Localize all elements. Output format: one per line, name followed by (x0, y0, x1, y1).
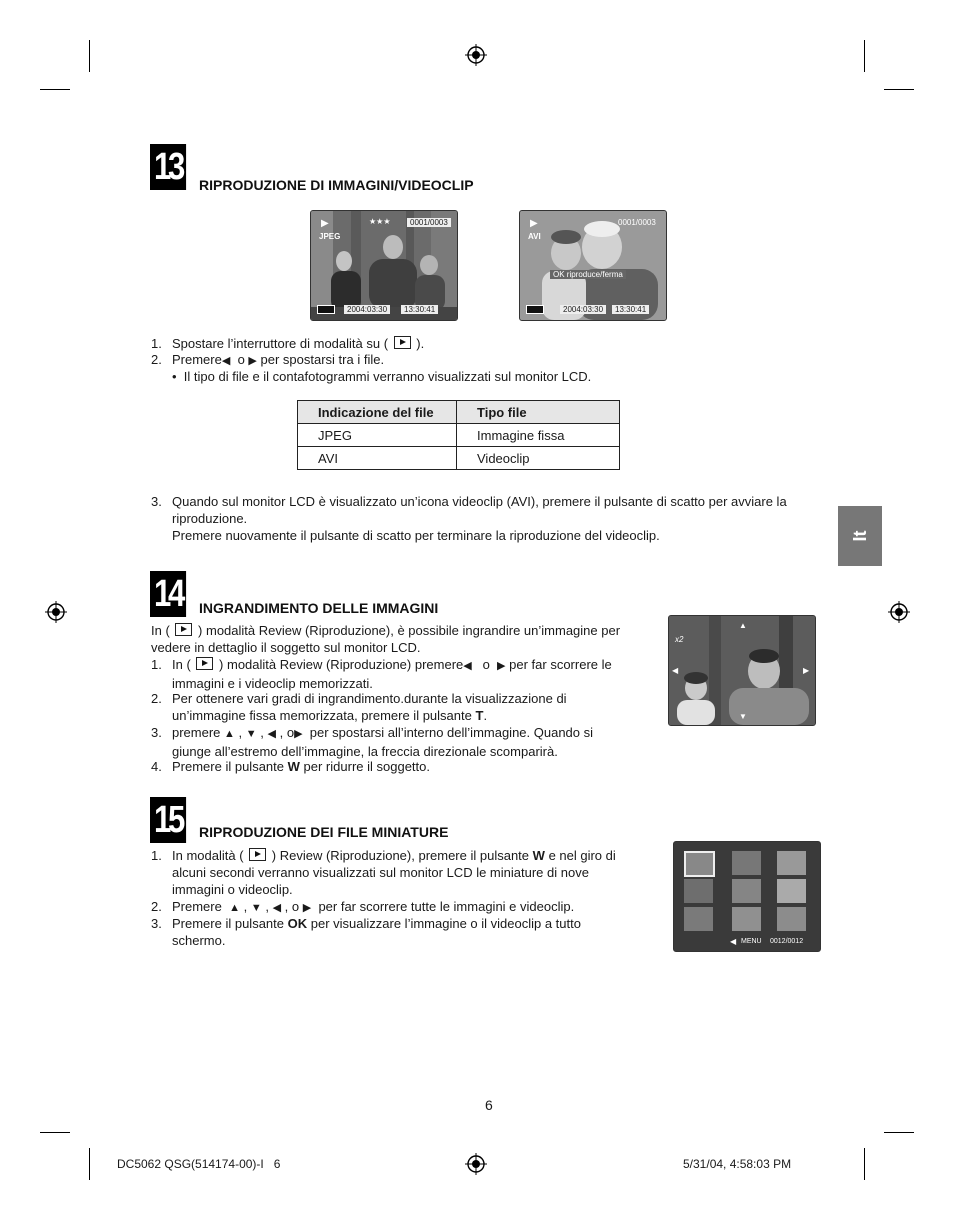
step-text: ). (416, 336, 425, 351)
step-text: per visualizzare l’immagine o il videoclip a tutto (310, 916, 581, 931)
list-number: 1. (151, 336, 162, 351)
thumbnail-image (684, 851, 715, 877)
photo-family-image (311, 211, 457, 320)
s13-step1 (151, 335, 425, 352)
step-number-13: 13 (150, 144, 186, 190)
playback-mode-icon (249, 848, 266, 861)
language-tab-label: It (850, 530, 870, 542)
s13-step3 (151, 493, 831, 543)
page-number: 6 (485, 1097, 493, 1113)
step-text: ) Review (Riproduzione), premere il pulsante (271, 848, 530, 863)
thumbnail-image (777, 907, 806, 931)
playback-mode-icon (196, 657, 213, 670)
step-text: Quando sul monitor LCD è visualizzato un’icona videoclip (AVI), premere il pulsante di scatto per avviare la (172, 494, 787, 509)
section-15-title: RIPRODUZIONE DEI FILE MINIATURE (199, 824, 449, 840)
table-cell: AVI (298, 447, 457, 470)
step-text: giunge all’estremo dell’immagine, la freccia direzionale scomparirà. (172, 744, 558, 759)
thumbnail-image (684, 907, 713, 931)
table-row (298, 447, 620, 470)
footer-left: DC5062 QSG(514174-00)-I 6 (117, 1157, 281, 1171)
step-text: Premere (172, 352, 222, 367)
step-text: per far scorrere le (509, 657, 612, 672)
s14-step4 (151, 758, 651, 775)
list-number: 3. (151, 725, 162, 740)
right-arrow-icon: ▶ (803, 666, 810, 675)
up-arrow-icon: ▲ (224, 728, 235, 740)
lcd-screen-zoom (668, 615, 816, 726)
crop-mark (40, 89, 70, 90)
lcd-screen-thumbnails (673, 841, 821, 952)
step-text: Premere il pulsante (172, 759, 284, 774)
s15-step1 (151, 847, 651, 897)
list-number: 3. (151, 494, 162, 509)
step-text: immagini o videoclip. (172, 882, 293, 897)
language-tab (838, 506, 882, 566)
step-text: riproduzione. (172, 511, 248, 526)
list-number: 2. (151, 352, 162, 367)
list-number: 2. (151, 899, 162, 914)
thumbnail-image (732, 907, 761, 931)
step-text: In modalità ( (172, 848, 244, 863)
s15-step2: 2. Premere ▲ , ▼ , ◀ , o ▶ per far scorrere tutte le immagini e videoclip. (151, 899, 575, 914)
step-text: Premere nuovamente il pulsante di scatto per terminare la riproduzione del videoclip. (172, 528, 660, 543)
intro-text: In ( (151, 623, 170, 638)
left-arrow-icon: ◀ (272, 902, 282, 914)
step-text: premere (172, 725, 221, 740)
step-text: o (482, 657, 490, 672)
step-text: In ( (172, 657, 191, 672)
intro-text: vedere in dettaglio il soggetto sul monitor LCD. (151, 640, 421, 655)
bullet-icon: • (172, 369, 177, 384)
right-arrow-icon: ▶ (302, 902, 312, 914)
time-label: 13:30:41 (612, 305, 649, 314)
crop-mark (864, 40, 865, 72)
lcd-screen-avi (519, 210, 667, 321)
step-number-14: 14 (150, 571, 186, 617)
left-arrow-icon: ◀ (221, 355, 231, 367)
step-text: Premere (172, 899, 222, 914)
down-arrow-icon: ▼ (250, 902, 262, 914)
section-14-title: INGRANDIMENTO DELLE IMMAGINI (199, 600, 439, 616)
list-number: 3. (151, 916, 162, 931)
list-number: 4. (151, 759, 162, 774)
thumbnail-image (732, 851, 761, 875)
step-text: e nel giro di (548, 848, 616, 863)
file-type-label: AVI (528, 232, 541, 241)
table-cell: Videoclip (457, 447, 620, 470)
s13-bullet (172, 368, 591, 385)
s13-step2 (151, 351, 385, 368)
s14-intro (151, 622, 651, 656)
left-arrow-icon: ◀ (730, 937, 737, 946)
list-number: 1. (151, 848, 162, 863)
table-header: Tipo file (457, 401, 620, 424)
step-text: o (291, 899, 300, 914)
step-text: o (286, 725, 295, 740)
right-arrow-icon: ▶ (248, 355, 257, 367)
down-arrow-icon: ▼ (245, 728, 257, 740)
thumbnail-counter: 0012/0012 (770, 938, 804, 945)
step-text: Premere il pulsante (172, 916, 284, 931)
lcd-screen-jpeg (310, 210, 458, 321)
registration-mark-icon (888, 601, 910, 623)
right-arrow-icon: ▶ (294, 728, 303, 740)
crop-mark (884, 89, 914, 90)
photo-zoomed-image (669, 616, 815, 725)
left-arrow-icon: ◀ (463, 660, 472, 672)
s14-step1 (151, 656, 651, 691)
crop-mark (89, 1148, 90, 1180)
up-arrow-icon: ▲ (739, 621, 747, 630)
table-row (298, 424, 620, 447)
frame-counter: 0001/0003 (618, 218, 656, 227)
section-13-title: RIPRODUZIONE DI IMMAGINI/VIDEOCLIP (199, 177, 474, 193)
table-header-row (298, 401, 620, 424)
step-text: per ridurre il soggetto. (303, 759, 430, 774)
intro-text: ) modalità Review (Riproduzione), è possibile ingrandire un’immagine per (198, 623, 621, 638)
thumbnail-image (732, 879, 761, 903)
playback-hint: OK riproduce/ferma (550, 270, 626, 279)
step-text: immagini e i videoclip memorizzati. (172, 676, 373, 691)
playback-mode-icon (175, 623, 192, 636)
step-text: o (237, 352, 245, 367)
registration-mark-icon (465, 44, 487, 66)
zoom-level-label: x2 (675, 635, 684, 644)
crop-mark (864, 1148, 865, 1180)
crop-mark (884, 1132, 914, 1133)
right-arrow-icon: ▶ (497, 660, 506, 672)
play-mode-icon: ▶ (530, 218, 538, 229)
menu-label: MENU (741, 938, 762, 945)
wide-key-label: W (287, 759, 300, 774)
battery-icon (317, 305, 335, 314)
quality-stars-icon: ★★★ (369, 217, 391, 226)
play-mode-icon: ▶ (321, 218, 329, 229)
down-arrow-icon: ▼ (739, 712, 747, 721)
battery-icon (526, 305, 544, 314)
table-cell: JPEG (298, 424, 457, 447)
list-number: 2. (151, 691, 162, 706)
list-number: 1. (151, 657, 162, 672)
table-cell: Immagine fissa (457, 424, 620, 447)
thumbnail-image (777, 851, 806, 875)
s14-step2: 2. Per ottenere vari gradi di ingrandimento.durante la visualizzazione di un’immagine fissa memorizzata, premere il pulsante T. (151, 691, 567, 723)
left-arrow-icon: ◀ (267, 728, 276, 740)
table-header: Indicazione del file (298, 401, 457, 424)
file-type-label: JPEG (319, 232, 341, 241)
thumbnail-image (777, 879, 806, 903)
footer-right: 5/31/04, 4:58:03 PM (683, 1157, 792, 1171)
frame-counter: 0001/0003 (407, 218, 451, 227)
time-label: 13:30:41 (401, 305, 438, 314)
step-text: per spostarsi all’interno dell’immagine. Quando si (309, 725, 594, 740)
wide-key-label: W (532, 848, 545, 863)
crop-mark (89, 40, 90, 72)
tele-key-label: T (475, 708, 484, 723)
registration-mark-icon (465, 1153, 487, 1175)
step-number-15: 15 (150, 797, 186, 843)
up-arrow-icon: ▲ (229, 902, 240, 914)
s14-step3: 3. premere ▲ , ▼ , ◀ , o▶ per spostarsi all’interno dell’immagine. Quando si giunge all’estremo dell’immagine, la freccia direzionale scomparirà. (151, 725, 594, 759)
file-type-table (297, 400, 620, 470)
ok-key-label: OK (287, 916, 308, 931)
step-text: per spostarsi tra i file. (260, 352, 385, 367)
date-label: 2004:03:30 (560, 305, 606, 314)
photo-grandfather-child-image (520, 211, 666, 320)
registration-mark-icon (45, 601, 67, 623)
step-text: per far scorrere tutte le immagini e videoclip. (318, 899, 575, 914)
step-text: Per ottenere vari gradi di ingrandimento.durante la visualizzazione di (172, 691, 567, 706)
step-text: un’immagine fissa memorizzata, premere il pulsante (172, 708, 472, 723)
step-text: alcuni secondi verranno visualizzati sul monitor LCD le miniature di nove (172, 865, 589, 880)
thumbnail-image (684, 879, 713, 903)
date-label: 2004:03:30 (344, 305, 390, 314)
bullet-text: Il tipo di file e il contafotogrammi verranno visualizzati sul monitor LCD. (183, 369, 592, 384)
s15-step3 (151, 915, 651, 948)
step-text: schermo. (172, 933, 226, 948)
step-text: Spostare l’interruttore di modalità su ( (172, 336, 389, 351)
crop-mark (40, 1132, 70, 1133)
step-text: ) modalità Review (Riproduzione) premere (219, 657, 464, 672)
left-arrow-icon: ◀ (672, 666, 679, 675)
playback-mode-icon (394, 336, 411, 349)
